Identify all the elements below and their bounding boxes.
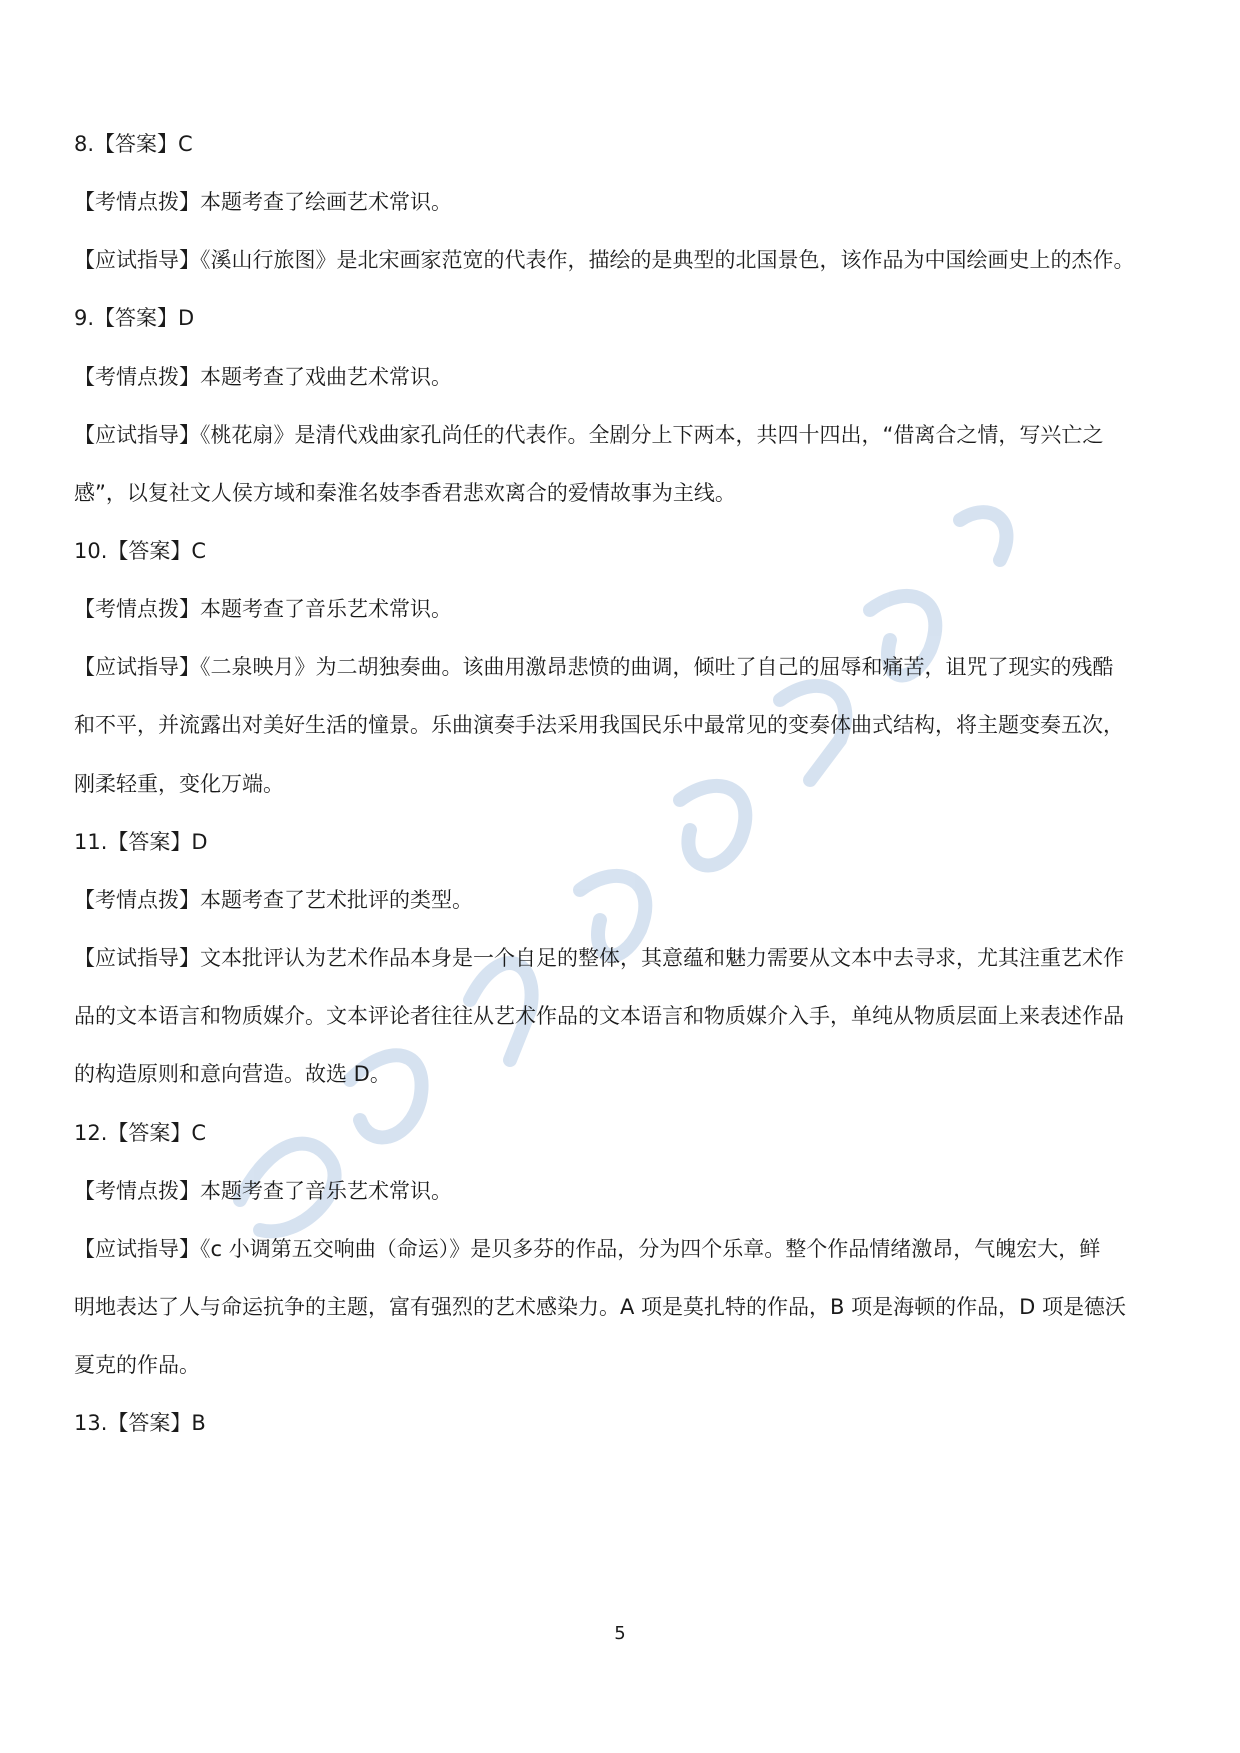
- text-line: 13.【答案】B: [74, 1411, 206, 1435]
- text-line: 【应试指导】《c 小调第五交响曲（命运）》是贝多芬的作品，分为四个乐章。整个作品情绪激昂，气魄宏大，鲜: [74, 1237, 1101, 1261]
- text-line: 品的文本语言和物质媒介。文本评论者往往从艺术作品的文本语言和物质媒介入手，单纯从物质层面上来表述作品: [74, 1004, 1124, 1028]
- text-line: 【应试指导】《二泉映月》为二胡独奏曲。该曲用激昂悲愤的曲调，倾吐了自己的屈辱和痛苦，诅咒了现实的残酷: [74, 655, 1114, 679]
- text-line: 11.【答案】D: [74, 830, 208, 854]
- text-line: 【应试指导】《桃花扇》是清代戏曲家孔尚任的代表作。全剧分上下两本，共四十四出，“借离合之情，写兴亡之: [74, 423, 1104, 447]
- text-line: 10.【答案】C: [74, 539, 207, 563]
- text-line: 【考情点拨】本题考查了音乐艺术常识。: [74, 1179, 452, 1203]
- text-line: 【应试指导】《溪山行旅图》是北宋画家范宽的代表作，描绘的是典型的北国景色，该作品为中国绘画史上的杰作。: [74, 248, 1135, 272]
- text-line: 明地表达了人与命运抗争的主题，富有强烈的艺术感染力。A 项是莫扎特的作品，B 项是海顿的作品，D 项是德沃: [74, 1295, 1126, 1319]
- text-line: 感”，以复社文人侯方域和秦淮名妓李香君悲欢离合的爱情故事为主线。: [74, 481, 736, 505]
- text-line: 刚柔轻重，变化万端。: [74, 772, 284, 796]
- text-line: 【考情点拨】本题考查了绘画艺术常识。: [74, 190, 452, 214]
- text-line: 9.【答案】D: [74, 306, 195, 330]
- text-line: 【应试指导】文本批评认为艺术作品本身是一个自足的整体，其意蕴和魅力需要从文本中去寻求，尤其注重艺术作: [74, 946, 1124, 970]
- page-number: 5: [614, 1623, 626, 1644]
- text-line: 夏克的作品。: [74, 1353, 200, 1377]
- text-line: 的构造原则和意向营造。故选 D。: [74, 1062, 391, 1086]
- text-line: 【考情点拨】本题考查了戏曲艺术常识。: [74, 365, 452, 389]
- text-line: 【考情点拨】本题考查了艺术批评的类型。: [74, 888, 473, 912]
- text-line: 8.【答案】C: [74, 132, 193, 156]
- text-line: 【考情点拨】本题考查了音乐艺术常识。: [74, 597, 452, 621]
- text-line: 和不平，并流露出对美好生活的憧景。乐曲演奏手法采用我国民乐中最常见的变奏体曲式结构，将主题变奏五次，: [74, 713, 1124, 737]
- text-line: 12.【答案】C: [74, 1121, 207, 1145]
